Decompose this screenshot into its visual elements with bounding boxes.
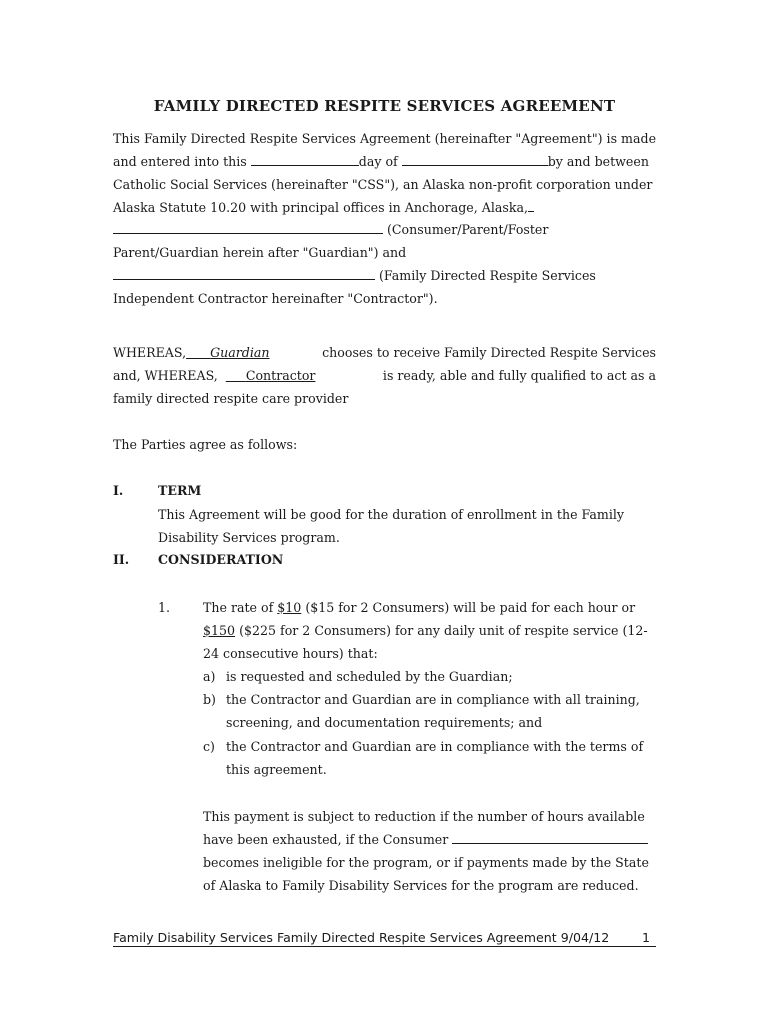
intro-line-5 xyxy=(113,221,656,239)
item-b-line-1: the Contractor and Guardian are in compliance with all training, xyxy=(226,692,640,707)
contractor-name-blank xyxy=(113,267,375,280)
whereas-line-1 xyxy=(113,344,656,362)
intro-line-1: This Family Directed Respite Services Agreement (hereinafter "Agreement") is made xyxy=(113,131,657,146)
section-2-number: II. xyxy=(113,552,130,567)
parties-statement: The Parties agree as follows: xyxy=(113,437,298,452)
consumer-blank xyxy=(452,831,648,844)
item-b-marker: b) xyxy=(203,692,216,707)
intro-text: (Family Directed Respite Services xyxy=(375,268,596,283)
item-a-marker: a) xyxy=(203,669,216,684)
intro-text: Alaska Statute 10.20 with principal offices in Anchorage, Alaska, xyxy=(113,200,528,215)
intro-text: (Consumer/Parent/Foster xyxy=(383,222,549,237)
section-1-number: I. xyxy=(113,483,124,498)
intro-line-7 xyxy=(113,267,656,285)
intro-line-6: Parent/Guardian herein after "Guardian") and xyxy=(113,245,407,260)
reduction-line-4: of Alaska to Family Disability Services for the program are reduced. xyxy=(203,878,639,893)
intro-text: and entered into this xyxy=(113,154,251,169)
page-number: 1 xyxy=(641,930,650,945)
small-blank xyxy=(528,199,534,212)
intro-text: day of xyxy=(358,154,402,169)
date-day-blank xyxy=(251,153,359,166)
intro-line-4 xyxy=(113,199,656,217)
section-1-heading: TERM xyxy=(158,483,202,498)
date-month-blank xyxy=(402,153,548,166)
rate-line-2: $150 ($225 for 2 Consumers) for any daily unit of respite service (12- xyxy=(203,623,648,638)
intro-line-3: Catholic Social Services (hereinafter "CSS"), an Alaska non-profit corporation under xyxy=(113,177,653,192)
intro-line-2 xyxy=(113,153,656,171)
intro-text: by and between xyxy=(547,154,649,169)
guardian-field: Guardian xyxy=(210,345,270,360)
whereas-text: and, WHEREAS, xyxy=(113,368,218,383)
whereas-text: chooses to receive Family Directed Respite Services xyxy=(322,345,656,360)
whereas-line-3: family directed respite care provider xyxy=(113,391,349,406)
whereas-text: WHEREAS, xyxy=(113,345,187,360)
whereas-text: is ready, able and fully qualified to act as a xyxy=(382,368,656,383)
reduction-line-1: This payment is subject to reduction if the number of hours available xyxy=(203,809,645,824)
daily-rate: $150 xyxy=(203,623,236,638)
section-2-heading: CONSIDERATION xyxy=(158,552,284,567)
reduction-line-2: have been exhausted, if the Consumer xyxy=(203,831,656,849)
item-a-text: is requested and scheduled by the Guardian; xyxy=(226,669,513,684)
reduction-line-3: becomes ineligible for the program, or if payments made by the State xyxy=(203,855,649,870)
intro-line-8: Independent Contractor hereinafter "Contractor"). xyxy=(113,291,438,306)
rate-line-1: The rate of $10 ($15 for 2 Consumers) will be paid for each hour or xyxy=(203,600,636,615)
footer-text: Family Disability Services Family Directed Respite Services Agreement 9/04/12 xyxy=(113,930,610,945)
consumer-name-blank xyxy=(113,221,383,234)
item-c-line-1: the Contractor and Guardian are in compliance with the terms of xyxy=(226,739,644,754)
whereas-line-2 xyxy=(113,367,656,385)
item-b-line-2: screening, and documentation requirements; and xyxy=(226,715,543,730)
rate-line-3: 24 consecutive hours) that: xyxy=(203,646,378,661)
page-footer xyxy=(113,930,656,947)
item-c-marker: c) xyxy=(203,739,215,754)
clause-1-number: 1. xyxy=(158,600,171,615)
document-title: FAMILY DIRECTED RESPITE SERVICES AGREEMENT xyxy=(153,97,616,115)
contractor-field: Contractor xyxy=(245,368,316,383)
hourly-rate: $10 xyxy=(277,600,302,615)
section-1-line-2: Disability Services program. xyxy=(158,530,340,545)
item-c-line-2: this agreement. xyxy=(226,762,327,777)
section-1-line-1: This Agreement will be good for the duration of enrollment in the Family xyxy=(158,507,625,522)
